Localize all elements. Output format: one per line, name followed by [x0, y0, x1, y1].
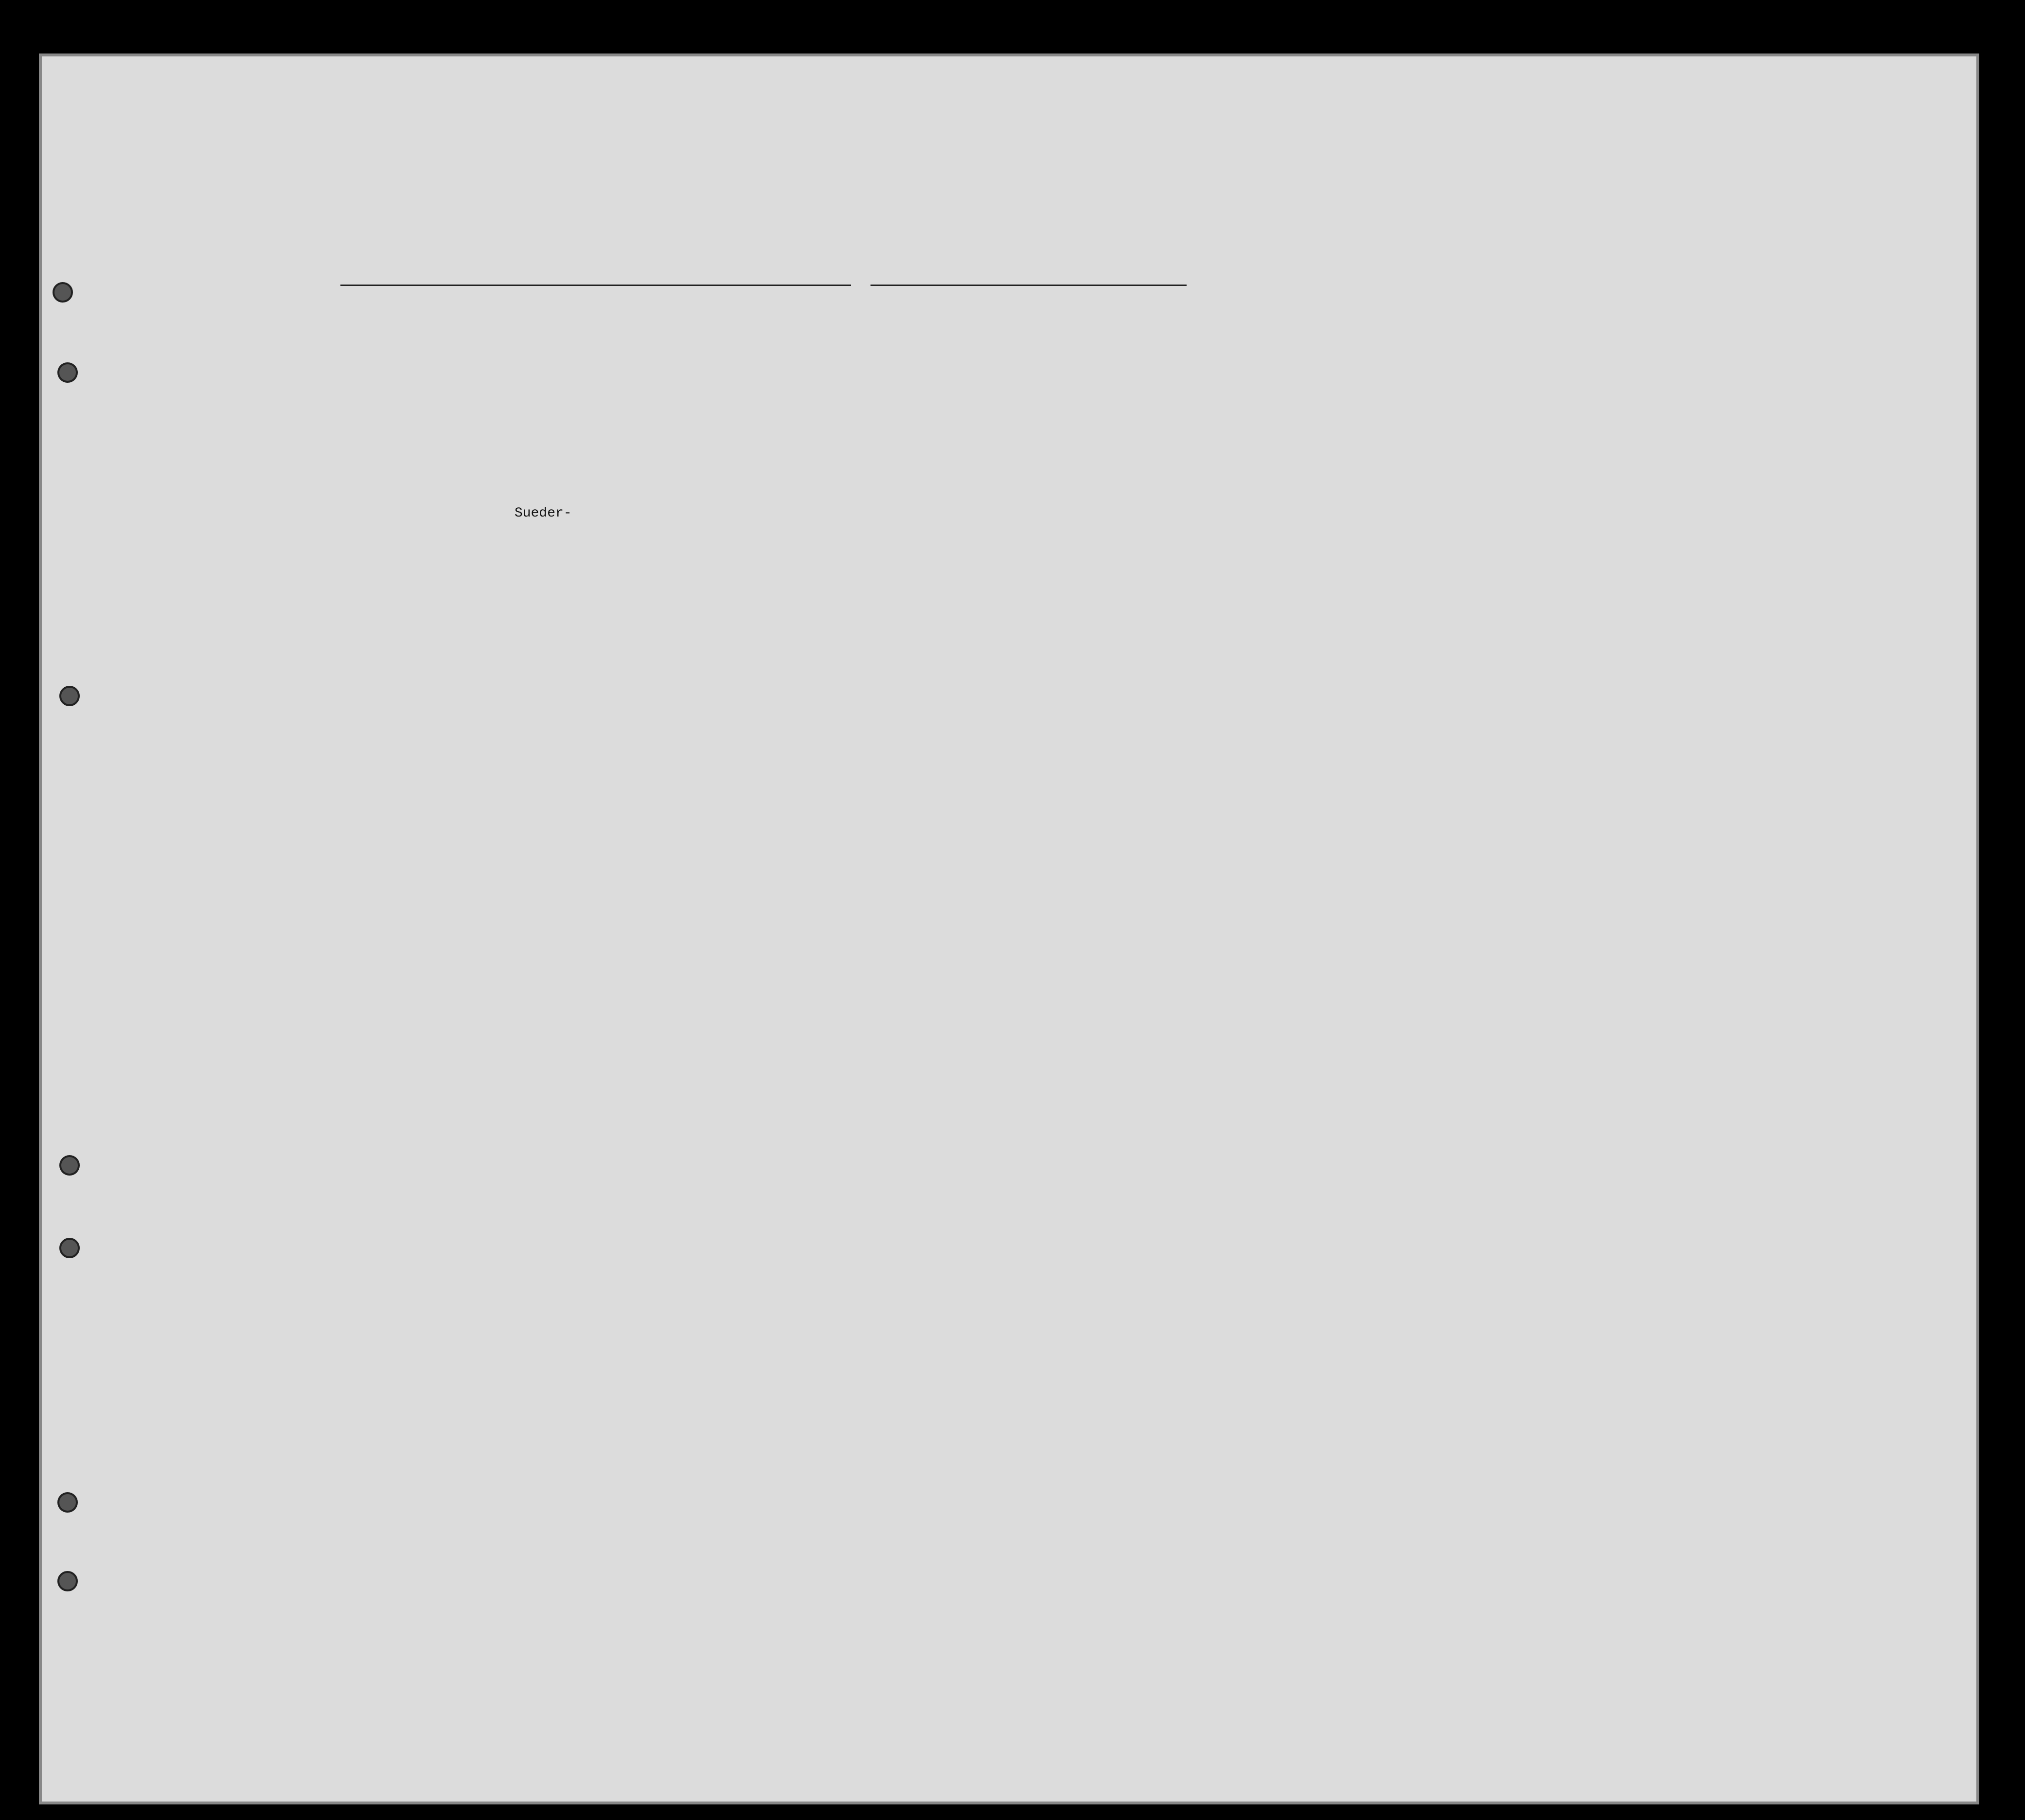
city: Sueder- [515, 506, 572, 521]
